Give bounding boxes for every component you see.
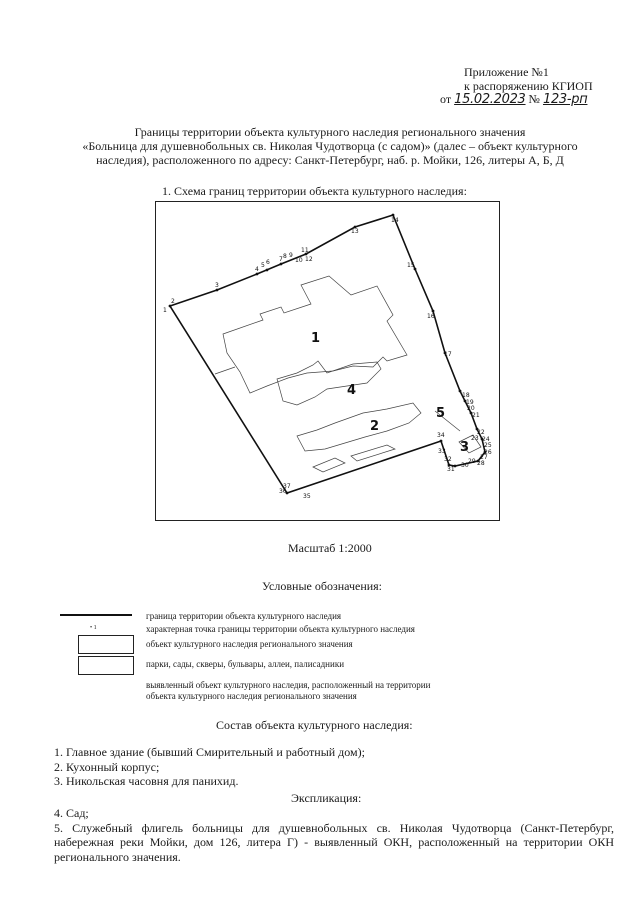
point-label: 33 (438, 448, 446, 455)
point-label: 29 (468, 458, 476, 465)
point-label: 23 (471, 435, 479, 442)
point-label: 25 (484, 442, 492, 449)
number-prefix: № (528, 92, 540, 106)
point-label: 6 (266, 259, 270, 266)
document-title (40, 125, 620, 167)
zone-label: 5 (436, 406, 446, 421)
point-label: 21 (472, 412, 480, 419)
point-label: 27 (480, 454, 488, 461)
point-label: 16 (427, 313, 435, 320)
point-label: 17 (444, 351, 452, 358)
point-label: 20 (467, 405, 475, 412)
point-label: 28 (477, 460, 485, 467)
point-label: 36 (279, 488, 287, 495)
legend-park-swatch (78, 656, 134, 675)
point-label: 30 (461, 462, 469, 469)
map-scale: Масштаб 1:2000 (288, 541, 372, 555)
point-label: 12 (305, 256, 313, 263)
zone-label: 1 (311, 331, 321, 346)
point-label: 22 (477, 429, 485, 436)
point-label: 9 (289, 252, 293, 259)
point-label: 4 (255, 266, 259, 273)
point-label: 19 (466, 399, 474, 406)
appendix-order-ref: к распоряжению КГИОП (464, 79, 593, 93)
list-item: 1. Главное здание (бывший Смирительный и работный дом); (54, 745, 365, 759)
legend-object-swatch (78, 635, 134, 654)
title-line-1: Границы территории объекта культурного наследия регионального значения (134, 125, 526, 139)
date-prefix: от (440, 92, 452, 106)
legend-park-text: парки, сады, скверы, бульвары, аллеи, палисадники (146, 659, 345, 669)
composition-list (54, 745, 614, 789)
appendix-number: Приложение №1 (464, 65, 549, 79)
explication-list (54, 806, 614, 864)
point-label: 32 (444, 456, 452, 463)
point-label: 18 (462, 392, 470, 399)
point-label: 7 (279, 256, 283, 263)
legend-heading: Условные обозначения: (262, 579, 383, 593)
point-label: 8 (283, 253, 287, 260)
order-number: 123-рп (542, 92, 588, 107)
point-label: 37 (283, 483, 291, 490)
point-label: 26 (484, 449, 492, 456)
list-item: 5. Служебный флигель больницы для душевнобольных св. Николая Чудотворца (Санкт-Петербург, набережная реки Мойки, дом 126, литера Г) - выявленный ОКН, расположенный на территории ОКН регионального значения. (54, 820, 614, 864)
point-label: 31 (447, 466, 455, 473)
point-label: 13 (351, 228, 359, 235)
point-label: 11 (301, 247, 309, 254)
legend-boundary-swatch (60, 614, 132, 616)
point-label: 14 (391, 217, 399, 224)
explication-heading: Экспликация: (291, 791, 362, 805)
boundary-scheme-map (155, 201, 500, 521)
point-label: 35 (303, 493, 311, 500)
list-item: 4. Сад; (54, 806, 89, 820)
scheme-heading: 1. Схема границ территории объекта культурного наследия: (162, 184, 467, 198)
title-line-2: «Больница для душевнобольных св. Николая Чудотворца (с садом)» (далес – объект культурного (82, 139, 578, 153)
order-date: 15.02.2023 (454, 92, 526, 107)
legend-object-text: объект культурного наследия регионального значения (146, 639, 353, 649)
point-label: 15 (407, 262, 415, 269)
point-label: 5 (261, 262, 265, 269)
legend-point-text: характерная точка границы территории объекта культурного наследия (146, 624, 415, 634)
composition-heading: Состав объекта культурного наследия: (216, 718, 413, 732)
point-label: 10 (295, 257, 303, 264)
legend-point-marker: • 1 (90, 625, 97, 631)
zone-label: 3 (460, 440, 470, 455)
legend-boundary-text: граница территории объекта культурного наследия (146, 611, 342, 621)
point-label: 2 (171, 298, 175, 305)
point-label: 34 (437, 432, 445, 439)
legend-identified-text-2: объекта культурного наследия регионального значения (146, 691, 357, 701)
title-line-3: наследия), расположенного по адресу: Санкт-Петербург, наб. р. Мойки, 126, литеры А, Б, Д (96, 153, 564, 167)
appendix-date-line (440, 92, 587, 107)
point-label: 1 (163, 307, 167, 314)
point-label: 24 (482, 436, 490, 443)
zone-label: 2 (370, 419, 380, 434)
legend-identified-text-1: выявленный объект культурного наследия, расположенный на территории (146, 680, 431, 690)
list-item: 2. Кухонный корпус; (54, 759, 160, 774)
point-label: 3 (215, 282, 219, 289)
list-item: 3. Никольская часовня для панихид. (54, 774, 239, 788)
zone-label: 4 (347, 383, 357, 398)
